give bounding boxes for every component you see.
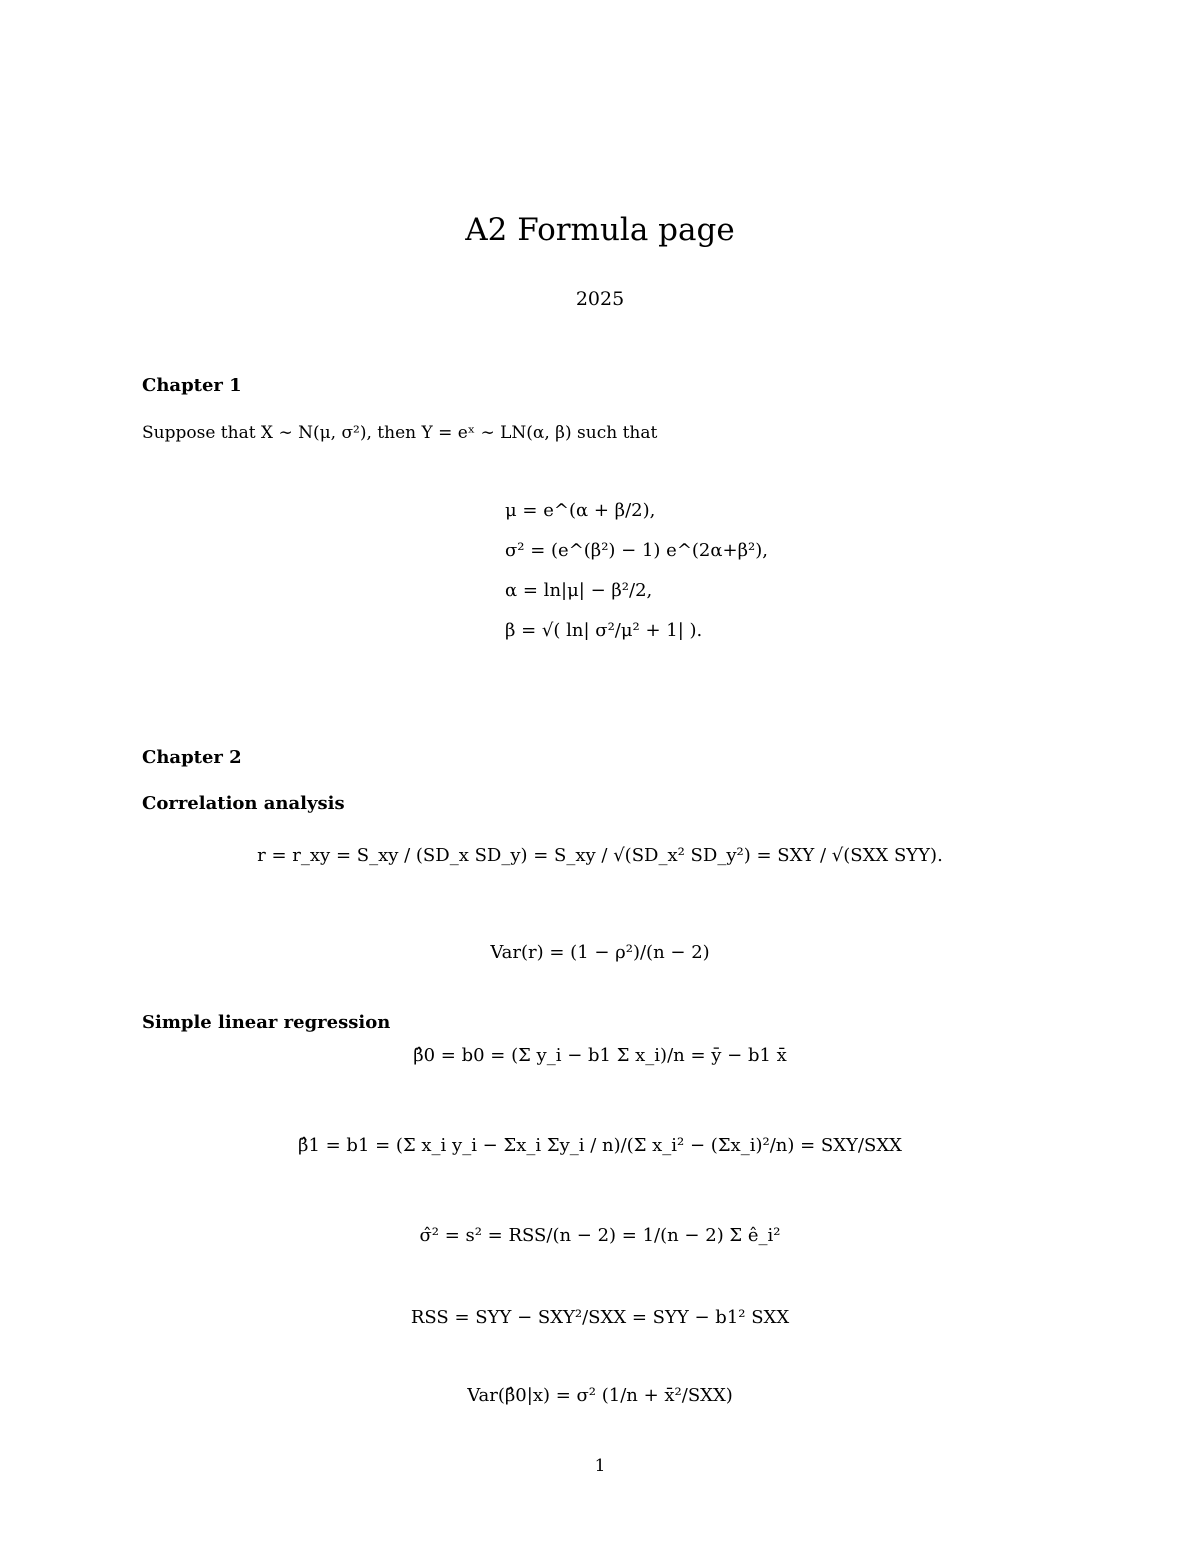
chapter-1-heading: Chapter 1 <box>142 375 242 396</box>
eq-correlation-text: r = r_xy = S_xy / (SD_x SD_y) = S_xy / √(SD_x² SD_y²) = SXY / √(SXX SYY). <box>257 845 943 866</box>
eq-sigma-hat <box>0 1225 1200 1246</box>
chapter-1-intro: Suppose that X ∼ N(μ, σ²), then Y = eˣ ∼ LN(α, β) such that <box>142 423 658 443</box>
eq-beta0-text: β̂0 = b0 = (Σ y_i − b1 Σ x_i)/n = ȳ − b1 x̄ <box>413 1045 787 1066</box>
eq-correlation <box>0 845 1200 866</box>
eq-mu-text: μ = e^(α + β/2), <box>505 499 656 521</box>
page-number: 1 <box>594 1456 606 1476</box>
correlation-heading: Correlation analysis <box>142 793 345 814</box>
eq-beta0 <box>0 1045 1200 1066</box>
eq-sigma-hat-text: σ̂² = s² = RSS/(n − 2) = 1/(n − 2) Σ ê_i² <box>419 1225 781 1246</box>
eq-beta <box>505 610 865 650</box>
lognormal-equations <box>505 490 865 650</box>
eq-beta1 <box>0 1135 1200 1156</box>
chapter-2-heading: Chapter 2 <box>142 747 242 768</box>
slr-heading: Simple linear regression <box>142 1012 391 1033</box>
eq-rss-text: RSS = SYY − SXY²/SXX = SYY − b1² SXX <box>410 1307 790 1328</box>
document-year: 2025 <box>575 288 625 310</box>
eq-rss <box>0 1307 1200 1328</box>
eq-beta-text: β = √( ln| σ²/μ² + 1| ). <box>505 619 703 641</box>
eq-var-beta0-text: Var(β̂0|x) = σ² (1/n + x̄²/SXX) <box>467 1385 733 1406</box>
eq-mu <box>505 490 865 530</box>
eq-var-r <box>0 942 1200 963</box>
eq-var-beta0 <box>0 1385 1200 1406</box>
eq-sigma <box>505 530 865 570</box>
eq-var-r-text: Var(r) = (1 − ρ²)/(n − 2) <box>490 942 710 963</box>
eq-sigma-text: σ² = (e^(β²) − 1) e^(2α+β²), <box>505 539 768 561</box>
page-title: A2 Formula page <box>465 212 735 248</box>
eq-alpha <box>505 570 865 610</box>
eq-alpha-text: α = ln|μ| − β²/2, <box>505 579 653 601</box>
eq-beta1-text: β̂1 = b1 = (Σ x_i y_i − Σx_i Σy_i / n)/(Σ x_i² − (Σx_i)²/n) = SXY/SXX <box>298 1135 902 1156</box>
